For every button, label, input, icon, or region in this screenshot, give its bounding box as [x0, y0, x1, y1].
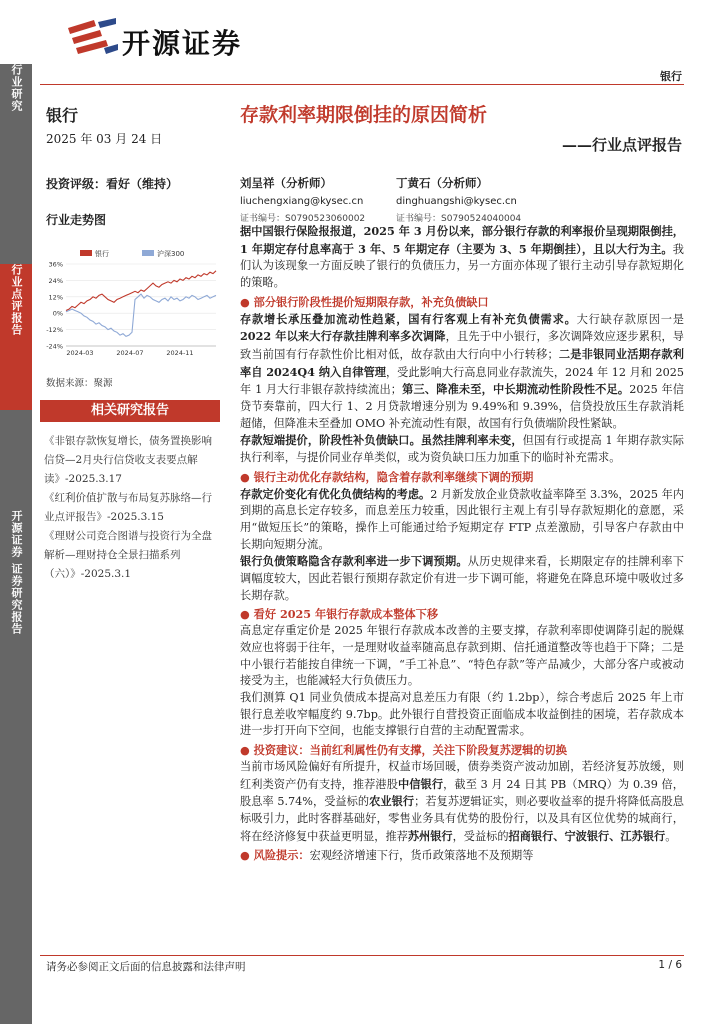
- body-paragraph: 高息定存重定价是 2025 年银行存款成本改善的主要支撑，存款利率即使调降引起的脱媒效应也将弱于往年，一是理财收益率随高息存款到期、信托通道整改等也趋于下降；二是中小银行若能按自律统一下调，“手工补息”、“特色存款”等产品减少，大部分客户或被动接受为主，也能减轻大行负债压力。: [240, 624, 684, 688]
- section-heading: ● 银行主动优化存款结构，隐含着存款利率继续下调的预期: [240, 469, 534, 484]
- report-date: 2025 年 03 月 24 日: [46, 132, 163, 146]
- analyst-cert: 证书编号：S0790523060002: [240, 214, 366, 224]
- related-reports-header: 相关研究报告: [40, 400, 220, 422]
- y-tick-label: 24%: [48, 276, 63, 285]
- side-strip-brand: 开源证券 证券研究报告: [0, 410, 32, 1024]
- x-tick-label: 2024-11: [166, 349, 194, 357]
- footer-rule: [40, 955, 684, 956]
- body-paragraph: 当前市场风险偏好有所提升，权益市场回暖，债券类资产波动加剧，若经济复苏放缓，则红利类资产仍有支持，推荐港股中信银行，截至 3 月 24 日其 PB（MRQ）为 0.39 倍，股息率 5.74%，受益标的农业银行；若复苏逻辑证实，则必要收益率的提升将降低高股息标吸引力，此时客群基础好，零售业务具有优势的股份行，以及具有区位优势的城商行，将在经济修复中获益更明显，推荐苏州银行，受益标的招商银行、宁波银行、江苏银行。: [240, 759, 684, 843]
- sector-tag: 银行: [660, 70, 682, 83]
- trend-chart: [40, 244, 222, 370]
- trend-chart-title: 行业走势图: [46, 213, 107, 227]
- x-tick-label: 2024-03: [66, 349, 94, 357]
- section-heading: ● 部分银行阶段性提价短期限存款，补充负债缺口: [240, 294, 489, 309]
- header-rule: [40, 84, 684, 85]
- body-paragraph: 存款定价变化有优化负债结构的考虑。2 月新发放企业贷款收益率降至 3.3%，2025 年内到期的高息长定存较多，而息差压力较重，因此银行主观上有引导存款短期化的意愿，采用“做短压长”的策略，操作上可能通过给予短期定存 FTP 点差激励，引导客户存款由中长期向短期分流。: [240, 486, 684, 551]
- analyst-cert: 证书编号：S0790524040004: [396, 214, 522, 224]
- analyst-email[interactable]: liuchengxiang@kysec.cn: [240, 196, 364, 207]
- analyst-name: 丁黄石（分析师）: [396, 176, 488, 190]
- section-heading: ● 投资建议：当前红利属性仍有支撑，关注下阶段复苏逻辑的切换: [240, 743, 567, 758]
- x-tick-label: 2024-07: [116, 349, 144, 357]
- report-body: [240, 223, 684, 865]
- y-tick-label: 36%: [48, 260, 63, 269]
- analyst-email[interactable]: dinghuangshi@kysec.cn: [396, 196, 517, 207]
- brand-logo-icon: [64, 18, 120, 62]
- series-line: [66, 271, 216, 311]
- body-paragraph: 我们测算 Q1 同业负债成本提高对息差压力有限（约 1.2bp），综合考虑后 2025 年上市银行息差收窄幅度约 9.7bp。此外银行自营投资正面临成本收益倒挂的困境，若存款成本进一步打开向下空间，也能支撑银行自营的主动配置需求。: [240, 690, 684, 738]
- side-strip-research: 行业研究: [0, 64, 32, 264]
- related-report-item[interactable]: 《非银存款恢复增长，债务置换影响信贷—2月央行信贷收支表要点解读》-2025.3.17: [44, 435, 212, 485]
- legend-label: 银行: [95, 250, 109, 258]
- body-paragraph: 存款短端提价，阶段性补负债缺口。虽然挂牌利率未变，但国有行或提高 1 年期存款实际执行利率，与提价同业存单类似，或为资负缺口压力加重下的临时补充需求。: [240, 433, 684, 465]
- legend-swatch: [142, 250, 154, 256]
- y-tick-label: -12%: [46, 326, 63, 335]
- y-tick-label: 0%: [52, 309, 63, 318]
- related-report-item[interactable]: 《理财公司竞合图谱与投资行为全盘解析—理财持仓全景扫描系列（六）》-2025.3.1: [44, 530, 212, 580]
- related-report-item[interactable]: 《红利价值扩散与布局复苏脉络—行业点评报告》-2025.3.15: [44, 492, 212, 523]
- section-heading: ● 看好 2025 年银行存款成本整体下移: [240, 607, 439, 622]
- report-subtitle: ——行业点评报告: [561, 136, 682, 154]
- investment-rating: 投资评级：看好（维持）: [46, 177, 179, 191]
- y-tick-label: -24%: [46, 342, 63, 351]
- sector-label: 银行: [46, 106, 79, 125]
- analyst-card: [396, 175, 521, 224]
- brand-name: 开源证券: [122, 27, 243, 60]
- chart-source: 数据来源：聚源: [46, 378, 113, 389]
- related-reports-list: [44, 432, 222, 584]
- legend-swatch: [80, 250, 92, 256]
- analyst-card: [240, 175, 365, 224]
- side-strip-report-type: 行业点评报告: [0, 264, 32, 410]
- analyst-name: 刘呈祥（分析师）: [240, 176, 332, 190]
- legend-label: 沪深300: [157, 250, 185, 258]
- body-paragraph: 银行负债策略隐含存款利率进一步下调预期。从历史规律来看，长期限定存的挂牌利率下调幅度较大，因此若银行预期存款定价有进一步下调可能，将避免在降息环境中吸收过多长期存款。: [240, 554, 684, 602]
- intro-paragraph: 据中国银行保险报报道，2025 年 3 月份以来，部分银行存款的利率报价呈现期限倒挂，1 年期定存付息率高于 3 年、5 年期定存（主要为 3、5 年期倒挂），且以大行为主。我们认为该现象一方面反映了银行的负债压力，另一方面亦体现了银行主动引导存款短期化的策略。: [240, 224, 684, 290]
- report-title: 存款利率期限倒挂的原因简析: [240, 104, 488, 126]
- risk-warning: ● 风险提示：宏观经济增速下行，货币政策落地不及预期等: [240, 848, 534, 863]
- y-tick-label: 12%: [48, 293, 63, 302]
- page-number: 1 / 6: [658, 959, 682, 971]
- footer-disclaimer: 请务必参阅正文后面的信息披露和法律声明: [46, 961, 246, 973]
- body-paragraph: 存款增长承压叠加流动性趋紧，国有行客观上有补充负债需求。大行缺存款原因一是2022 年以来大行存款挂牌利率多次调降，且先于中小银行，多次调降效应逐步累积，导致当前国有行存款性价比相对低，故存款由大行向中小行转移；二是非银同业活期存款利率自 2024Q4 纳入自律管理，受此影响大行高息同业存款流失，2024 年 12 月和 2025 年 1 月大行非银存款持续流出；第三、降准未至，中长期流动性阶段性不足。2025 年信贷节奏靠前，四大行 1、2 月贷款增速分别为 9.49%和 9.39%，信贷投放压生存款消耗超储，但降准未至叠加 OMO 补充流动性有限，故国有行负债端阶段性紧缺。: [240, 311, 684, 430]
